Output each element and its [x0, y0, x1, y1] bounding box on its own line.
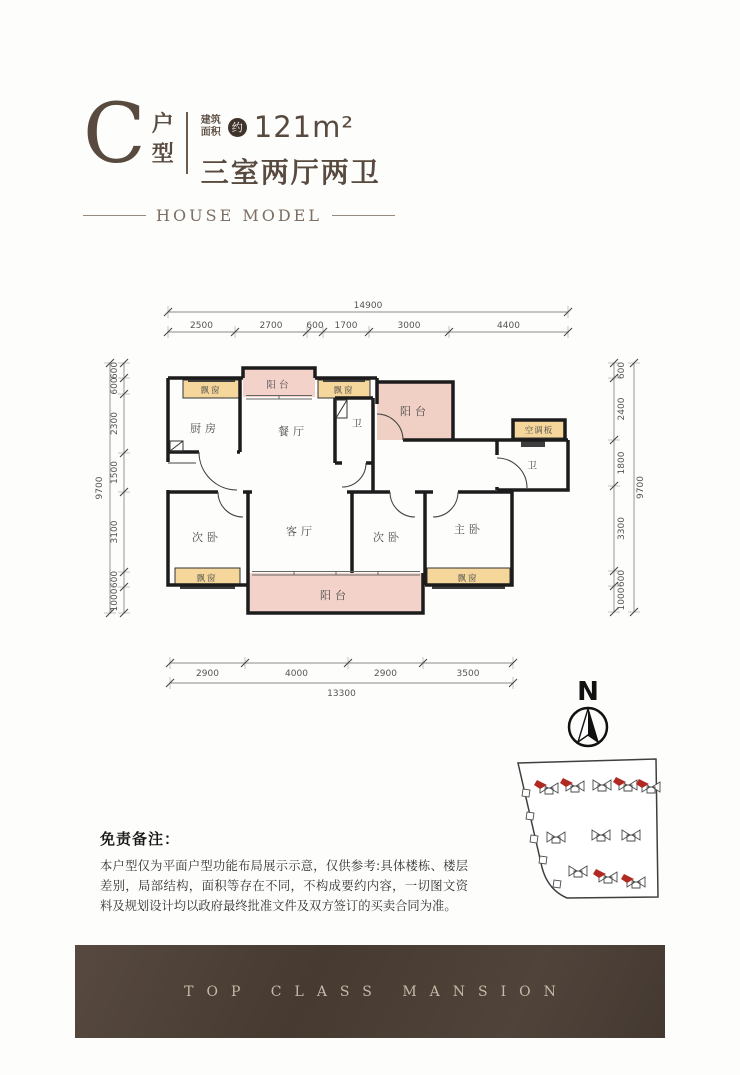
room-label-bay-bottom-right: 飘窗 [457, 574, 479, 584]
kitchen-door-arc [199, 452, 237, 490]
dim-label: 2500 [190, 321, 213, 331]
dim-label: 600 [110, 361, 120, 380]
dim-label: 600 [617, 569, 627, 588]
room-label-living: 客厅 [286, 525, 316, 538]
area-value: 121m² [253, 110, 354, 144]
compass-north-label: N [577, 677, 599, 707]
room-label-bay-bottom-left: 飘窗 [196, 574, 218, 584]
dim-label: 3500 [456, 669, 480, 679]
dim-label: 1800 [617, 451, 627, 475]
master-door-arc [433, 492, 458, 517]
disclaimer-heading: 免责备注： [100, 830, 181, 848]
site-plan [518, 759, 660, 898]
dim-label: 1000 [617, 587, 627, 611]
dim-label: 4000 [285, 669, 308, 679]
kitchen-flue-diagonal [170, 441, 183, 451]
dim-label: 1500 [110, 461, 120, 484]
approx-badge: 约 [228, 118, 247, 137]
compass [569, 677, 607, 746]
bath-right-door-arc [497, 458, 527, 488]
room-label-kitchen: 厨房 [190, 422, 220, 435]
room-label-bedroom-mid: 次卧 [373, 531, 403, 544]
unit-suffix-char-2: 型 [151, 141, 174, 167]
dim-label: 3000 [397, 321, 421, 331]
area-prefix-line-1: 建筑 [200, 114, 221, 126]
dim-label: 600 [617, 361, 627, 380]
dimension-lines [95, 301, 646, 699]
bath-shaft-diagonal [336, 400, 347, 418]
room-label-bay-top-mid: 飘窗 [333, 386, 355, 396]
dim-label: 600 [110, 377, 120, 395]
disclaimer-body: 本户型仅为平面户型功能布局展示示意，仅供参考:具体楼栋、楼层差别，局部结构，面积等存在不同，不构成要约内容，一切图文资料及规划设计均以政府最终批准文件及双方签订的买卖合同为准。 [100, 859, 468, 913]
room-label-bath-right: 卫 [527, 461, 537, 472]
unit-suffix-char-1: 户 [151, 112, 174, 137]
area-prefix-line-2: 面积 [200, 127, 221, 138]
dim-label: 2900 [196, 669, 219, 679]
disclaimer [100, 828, 468, 917]
room-label-dining: 餐厅 [278, 425, 308, 438]
room-label-balcony-right: 阳台 [400, 405, 430, 418]
dim-label: 4400 [497, 321, 520, 331]
bedroom-left-door-arc [218, 492, 243, 517]
dim-label: 14900 [353, 301, 383, 311]
dim-label: 2300 [110, 412, 120, 435]
bottom-banner [75, 945, 665, 1038]
layout-title: 三室两厅两卫 [200, 156, 381, 189]
room-label-balcony-bottom: 阳台 [320, 589, 350, 602]
window-bar [521, 441, 545, 447]
site-podium-block [553, 880, 561, 888]
dim-label: 2900 [374, 669, 397, 679]
dim-label: 600 [306, 321, 324, 331]
dim-label: 2700 [259, 321, 283, 331]
dim-label: 3100 [110, 520, 120, 544]
room-label-bath-top: 卫 [352, 419, 362, 430]
doors [168, 414, 527, 517]
room-label-bay-top-left: 飘窗 [200, 386, 222, 396]
room-label-master: 主卧 [454, 523, 484, 536]
room-label-bedroom-left: 次卧 [192, 531, 222, 544]
dim-label: 3300 [617, 517, 627, 540]
dim-label: 9700 [95, 476, 105, 500]
dim-label: 600 [110, 570, 120, 589]
site-podium-block [539, 856, 547, 864]
room-label-ac-panel: 空调板 [524, 426, 554, 436]
dim-label: 1700 [334, 321, 358, 331]
dim-label: 9700 [636, 476, 646, 499]
bedroom-mid-door-arc [390, 492, 415, 517]
banner-text: TOP CLASS MANSION [184, 983, 569, 1000]
dim-label: 1000 [110, 588, 120, 612]
site-podium-block [522, 789, 530, 797]
room-label-balcony-top: 阳台 [266, 380, 292, 391]
subtitle-en: HOUSE MODEL [156, 206, 322, 225]
dim-label: 13300 [327, 689, 356, 699]
dim-label: 2400 [617, 397, 627, 421]
unit-type-letter: C [83, 87, 146, 182]
bath-top-door-arc [342, 463, 366, 487]
site-podium-block [530, 835, 538, 843]
site-podium-block [526, 812, 534, 820]
